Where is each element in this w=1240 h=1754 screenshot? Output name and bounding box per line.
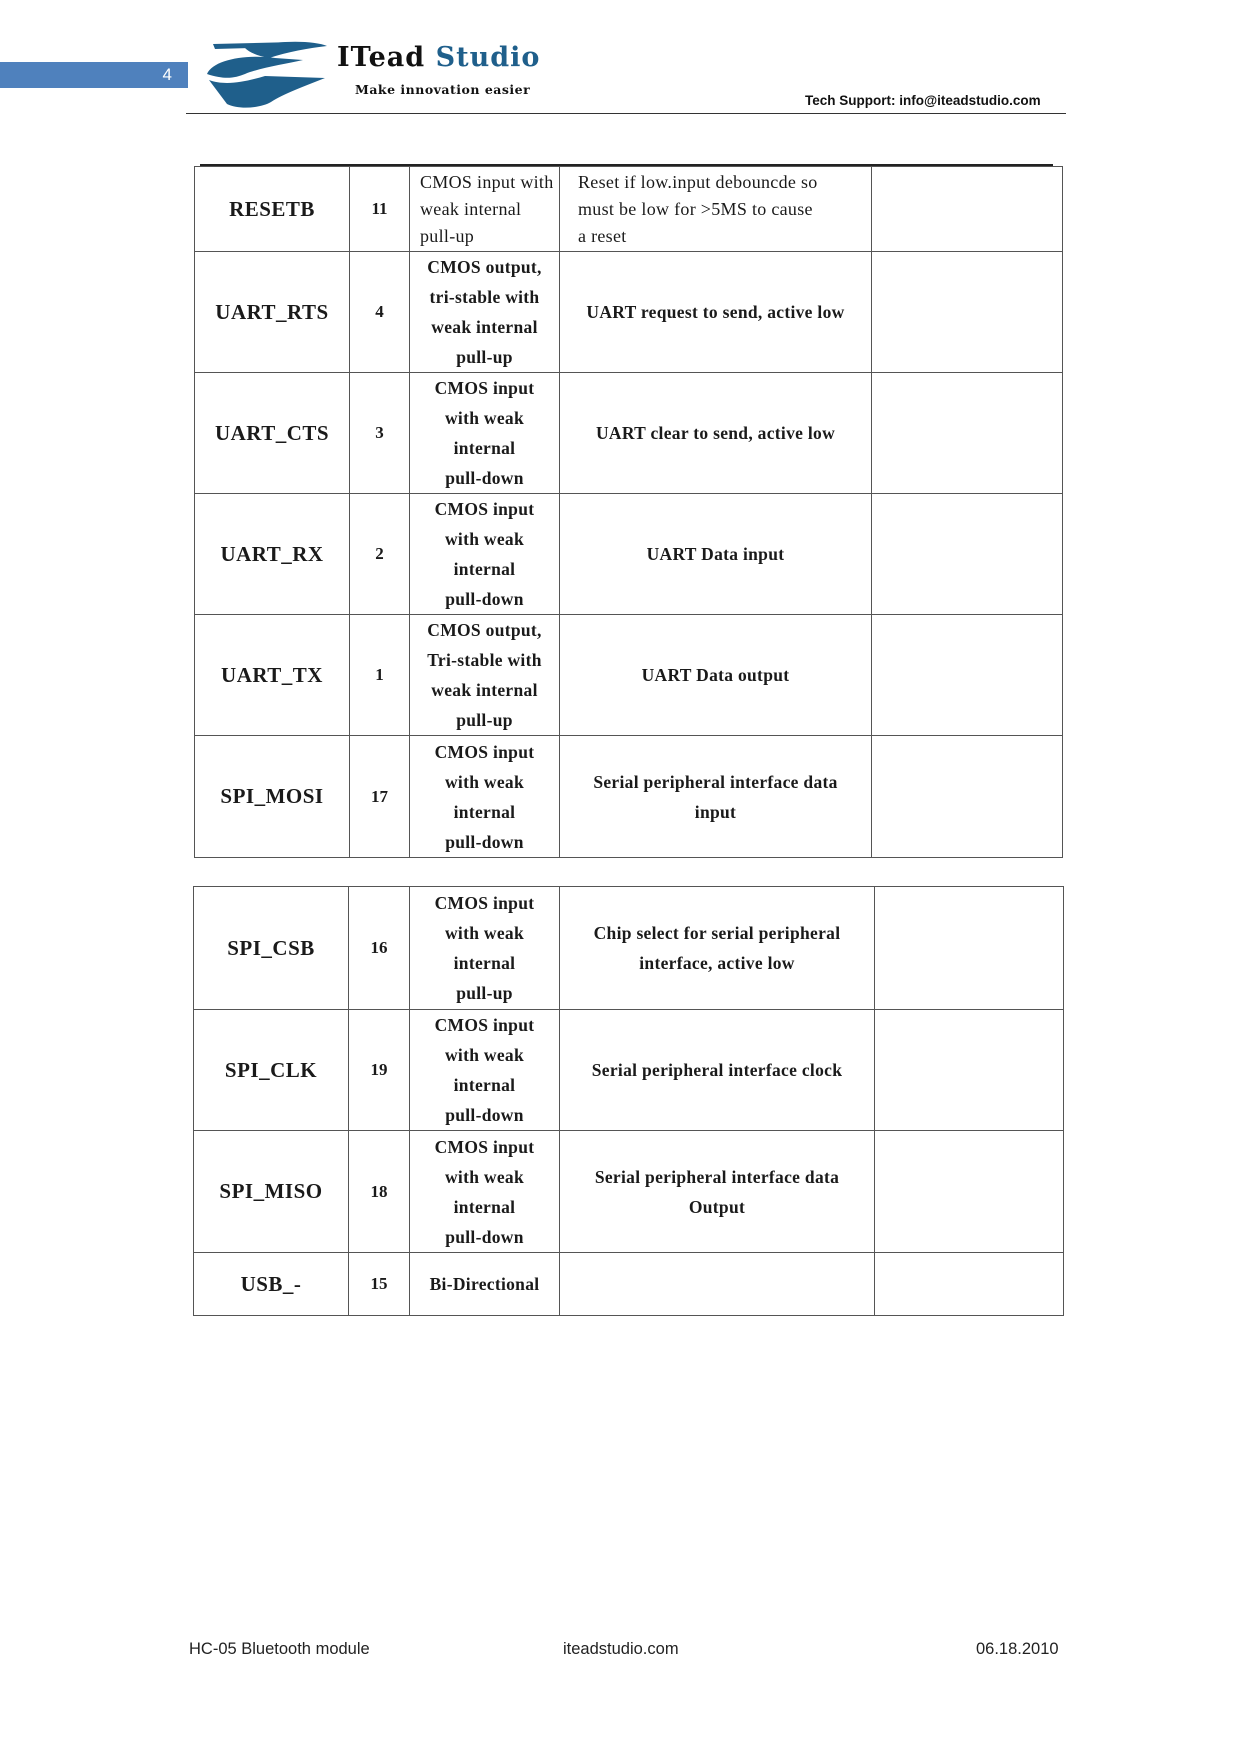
pin-type-line: weak internal bbox=[420, 198, 522, 219]
pin-description-cell bbox=[560, 494, 872, 615]
pin-type-line: pull-up bbox=[456, 983, 513, 1003]
logo-tagline: Make innovation easier bbox=[355, 82, 531, 97]
pin-type-line: CMOS input bbox=[434, 499, 535, 519]
pin-description-line: Reset if low.input debouncde so bbox=[578, 171, 818, 192]
pin-name-cell: UART_TX bbox=[195, 615, 350, 736]
pin-note-cell bbox=[872, 615, 1063, 736]
footer-module-name: HC-05 Bluetooth module bbox=[189, 1640, 370, 1658]
pin-type-line: pull-down bbox=[445, 831, 524, 852]
pin-note-cell bbox=[872, 252, 1063, 373]
pin-description-cell bbox=[560, 167, 872, 252]
pin-type-line: weak internal bbox=[431, 317, 538, 337]
pin-type-line: CMOS input bbox=[434, 893, 535, 913]
pin-description-line: a reset bbox=[578, 225, 627, 246]
pin-type-line: CMOS output, bbox=[427, 257, 542, 277]
pin-type-cell bbox=[410, 252, 560, 373]
table-row bbox=[194, 1253, 1064, 1316]
table-row bbox=[195, 736, 1063, 858]
pin-type-line: internal bbox=[453, 438, 516, 458]
pin-name-cell: RESETB bbox=[195, 167, 350, 252]
pin-type-cell bbox=[410, 494, 560, 615]
pin-type-line: pull-down bbox=[445, 1226, 524, 1247]
tech-support-contact: Tech Support: info@iteadstudio.com bbox=[805, 93, 1041, 108]
pin-description-cell bbox=[560, 1131, 875, 1253]
pin-description-cell bbox=[560, 615, 872, 736]
pin-number-cell: 18 bbox=[349, 1131, 410, 1253]
pin-name-cell: USB_- bbox=[194, 1253, 349, 1316]
pin-name-cell: SPI_CSB bbox=[194, 887, 349, 1010]
pin-type-line: with weak bbox=[444, 408, 525, 428]
pin-note-cell bbox=[875, 1131, 1064, 1253]
pin-description-line: must be low for >5MS to cause bbox=[578, 198, 813, 219]
pin-type-cell bbox=[410, 373, 560, 494]
pin-table-2 bbox=[193, 886, 1064, 1316]
header-divider bbox=[186, 113, 1066, 114]
pin-name-cell: UART_RTS bbox=[195, 252, 350, 373]
pin-number-cell: 1 bbox=[350, 615, 410, 736]
pin-number-cell: 19 bbox=[349, 1010, 410, 1131]
iteadstudio-logo bbox=[205, 38, 615, 112]
pin-note-cell bbox=[872, 373, 1063, 494]
pin-number-cell: 15 bbox=[349, 1253, 410, 1316]
table-row bbox=[195, 167, 1063, 252]
pin-name-cell: SPI_MISO bbox=[194, 1131, 349, 1253]
pin-type-line: with weak bbox=[444, 529, 525, 549]
pin-description-line: Serial peripheral interface data bbox=[594, 1166, 840, 1187]
pin-type-cell bbox=[410, 736, 560, 858]
pin-description-cell bbox=[560, 252, 872, 373]
pin-note-cell bbox=[872, 736, 1063, 858]
pin-description-cell bbox=[560, 373, 872, 494]
pin-number-cell: 17 bbox=[350, 736, 410, 858]
pin-type-line: with weak bbox=[444, 1166, 525, 1187]
pin-description-line: interface, active low bbox=[639, 953, 795, 973]
pin-type-cell bbox=[410, 167, 560, 252]
pin-type-line: CMOS input bbox=[434, 378, 535, 398]
pin-description-line: input bbox=[694, 801, 737, 822]
pin-type-line: with weak bbox=[444, 1045, 525, 1065]
pin-type-cell bbox=[410, 1010, 560, 1131]
footer-website: iteadstudio.com bbox=[563, 1640, 679, 1658]
pin-description-line: Serial peripheral interface data bbox=[593, 771, 838, 792]
pin-note-cell bbox=[875, 887, 1064, 1010]
pin-name-cell: SPI_MOSI bbox=[195, 736, 350, 858]
pin-type-line: CMOS input bbox=[434, 1015, 535, 1035]
pin-description-line: UART clear to send, active low bbox=[595, 423, 836, 443]
pin-description-cell bbox=[560, 736, 872, 858]
pin-type-line: Bi-Directional bbox=[429, 1274, 540, 1294]
table-row bbox=[194, 887, 1064, 1010]
page-number: 4 bbox=[0, 62, 188, 88]
pin-type-line: CMOS input bbox=[434, 741, 535, 762]
pin-number-cell: 3 bbox=[350, 373, 410, 494]
pin-type-line: internal bbox=[453, 559, 516, 579]
pin-description-line: UART Data input bbox=[646, 544, 785, 564]
pin-type-line: pull-down bbox=[445, 1105, 524, 1125]
pin-description-line: Chip select for serial peripheral bbox=[593, 923, 841, 943]
pin-type-line: internal bbox=[453, 1196, 516, 1217]
table-row bbox=[195, 615, 1063, 736]
pin-type-line: weak internal bbox=[431, 680, 538, 700]
pin-type-cell bbox=[410, 1253, 560, 1316]
pin-description-cell bbox=[560, 887, 875, 1010]
pin-number-cell: 16 bbox=[349, 887, 410, 1010]
pin-type-line: internal bbox=[453, 1075, 516, 1095]
table-row bbox=[194, 1131, 1064, 1253]
pin-name-cell: UART_RX bbox=[195, 494, 350, 615]
pin-table-1 bbox=[194, 166, 1063, 858]
table-row bbox=[195, 252, 1063, 373]
pin-number-cell: 4 bbox=[350, 252, 410, 373]
footer-date: 06.18.2010 bbox=[976, 1640, 1059, 1658]
pin-type-cell bbox=[410, 1131, 560, 1253]
pin-type-cell bbox=[410, 615, 560, 736]
pin-description-line: UART Data output bbox=[641, 665, 790, 685]
pin-description-line: Output bbox=[688, 1196, 746, 1217]
pin-type-line: with weak bbox=[444, 923, 525, 943]
pin-note-cell bbox=[875, 1010, 1064, 1131]
pin-name-cell: SPI_CLK bbox=[194, 1010, 349, 1131]
table-row bbox=[195, 373, 1063, 494]
pin-description-line: UART request to send, active low bbox=[586, 302, 845, 322]
pin-description-cell bbox=[560, 1010, 875, 1131]
pin-type-line: pull-up bbox=[456, 347, 513, 367]
pin-type-line: pull-up bbox=[456, 710, 513, 730]
pin-type-line: internal bbox=[453, 801, 516, 822]
logo-swoosh-icon bbox=[205, 38, 345, 112]
pin-type-line: Tri-stable with bbox=[427, 650, 542, 670]
pin-description-cell bbox=[560, 1253, 875, 1316]
pin-type-line: tri-stable with bbox=[429, 287, 540, 307]
pin-number-cell: 11 bbox=[350, 167, 410, 252]
pin-type-cell bbox=[410, 887, 560, 1010]
pin-type-line: pull-down bbox=[445, 589, 524, 609]
pin-name-cell: UART_CTS bbox=[195, 373, 350, 494]
pin-description-line: Serial peripheral interface clock bbox=[591, 1060, 843, 1080]
logo-title: ITead Studio bbox=[337, 42, 541, 73]
table-row bbox=[195, 494, 1063, 615]
table-row bbox=[194, 1010, 1064, 1131]
pin-type-line: internal bbox=[453, 953, 516, 973]
pin-type-line: with weak bbox=[444, 771, 525, 792]
pin-type-line: CMOS input bbox=[434, 1136, 535, 1157]
pin-note-cell bbox=[872, 167, 1063, 252]
pin-type-line: CMOS output, bbox=[427, 620, 542, 640]
pin-note-cell bbox=[872, 494, 1063, 615]
pin-type-line: pull-up bbox=[420, 225, 475, 246]
pin-type-line: pull-down bbox=[445, 468, 524, 488]
pin-type-line: CMOS input with bbox=[420, 171, 554, 192]
pin-note-cell bbox=[875, 1253, 1064, 1316]
pin-number-cell: 2 bbox=[350, 494, 410, 615]
